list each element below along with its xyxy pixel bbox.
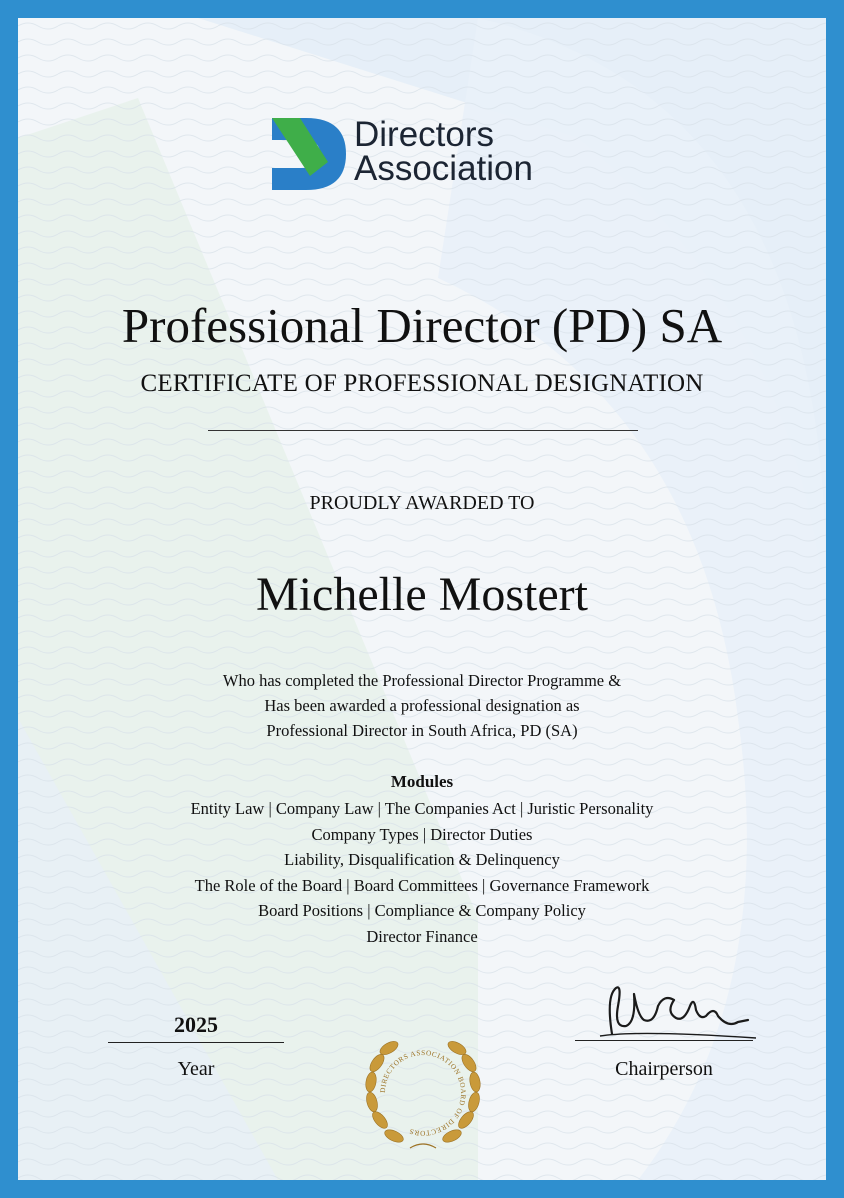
modules-heading: Modules bbox=[390, 772, 454, 791]
seal-text: DIRECTORS ASSOCIATION BOARD OF DIRECTORS bbox=[378, 1048, 468, 1138]
gold-laurel-seal bbox=[360, 1030, 486, 1156]
certificate-paper bbox=[18, 18, 826, 1180]
logo-line-1: Directors bbox=[354, 115, 495, 154]
signature-label: Chairperson bbox=[615, 1058, 713, 1080]
certificate-subtitle: CERTIFICATE OF PROFESSIONAL DESIGNATION bbox=[140, 370, 704, 397]
year-label: Year bbox=[177, 1058, 215, 1080]
description bbox=[18, 668, 826, 743]
year-line bbox=[108, 1042, 284, 1043]
logo-d-icon bbox=[270, 116, 350, 196]
modules-list bbox=[18, 796, 826, 950]
title-divider bbox=[208, 430, 638, 431]
module-line: Board Positions | Compliance & Company Policy bbox=[258, 901, 586, 921]
description-line: Who has completed the Professional Director Programme & bbox=[222, 671, 622, 690]
year-value: 2025 bbox=[174, 1012, 218, 1037]
module-line: Director Finance bbox=[366, 926, 478, 946]
logo-wordmark bbox=[354, 115, 533, 188]
module-line: Company Types | Director Duties bbox=[311, 824, 533, 844]
signature-line bbox=[575, 1040, 753, 1041]
awarded-label: PROUDLY AWARDED TO bbox=[309, 492, 535, 514]
description-line: Has been awarded a professional designation as bbox=[264, 696, 580, 715]
module-line: Liability, Disqualification & Delinquency bbox=[284, 850, 560, 870]
recipient-name: Michelle Mostert bbox=[256, 568, 588, 621]
logo-line-2: Association bbox=[354, 149, 533, 188]
svg-text:DIRECTORS ASSOCIATION BOARD OF bbox=[379, 1049, 467, 1137]
directors-association-logo bbox=[270, 116, 590, 196]
module-line: The Role of the Board | Board Committees | Governance Framework bbox=[194, 875, 650, 895]
chairperson-signature bbox=[578, 976, 758, 1042]
certificate-title: Professional Director (PD) SA bbox=[121, 298, 723, 353]
description-line: Professional Director in South Africa, PD (SA) bbox=[266, 721, 578, 740]
module-line: Entity Law | Company Law | The Companies Act | Juristic Personality bbox=[190, 799, 654, 818]
